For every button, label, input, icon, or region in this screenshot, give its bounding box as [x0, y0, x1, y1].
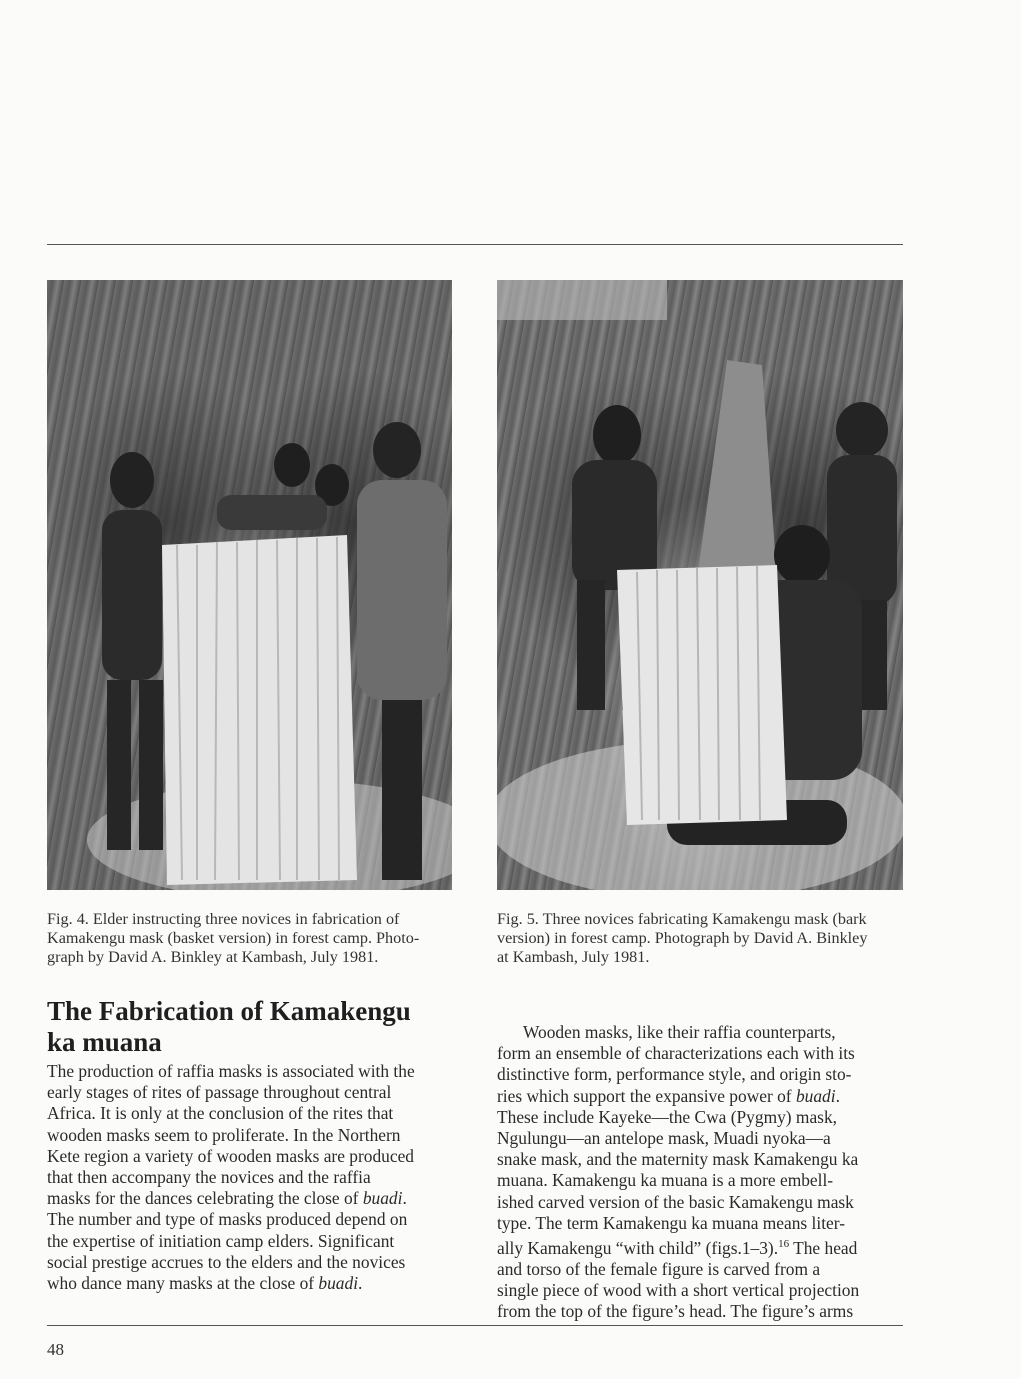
buadi-term: buadi: [362, 1188, 403, 1209]
fig4-caption-line: Fig. 4. Elder instructing three novices in fabrication of: [47, 910, 400, 928]
right-text-line: [497, 1234, 907, 1259]
right-text-line: These include Kayeke—the Cwa (Pygmy) mask,: [497, 1106, 837, 1127]
right-text-line: ished carved version of the basic Kamakengu mask: [497, 1191, 854, 1212]
fig4-photo: [47, 280, 452, 890]
right-text-line: snake mask, and the maternity mask Kamakengu ka: [497, 1149, 859, 1170]
right-column-text: [497, 1022, 907, 1323]
right-text-line: and torso of the female figure is carved from a: [497, 1259, 821, 1280]
section-heading: [47, 996, 457, 1058]
fig5-caption-line: Fig. 5. Three novices fabricating Kamakengu mask (bark: [497, 910, 867, 928]
left-text-line: [47, 1188, 457, 1209]
left-column-text: [47, 1061, 457, 1294]
left-text-line: Africa. It is only at the conclusion of the rites that: [47, 1103, 394, 1124]
right-text-line: [497, 1086, 907, 1107]
left-text-line: The number and type of masks produced depend on: [47, 1209, 408, 1230]
left-text-line: early stages of rites of passage throughout central: [47, 1082, 392, 1103]
right-text-line: Ngulungu—an antelope mask, Muadi nyoka—a: [497, 1128, 831, 1149]
page-number: 48: [47, 1340, 64, 1359]
left-text-line: social prestige accrues to the elders and the novices: [47, 1251, 406, 1272]
section-heading-line: The Fabrication of Kamakengu: [47, 996, 411, 1026]
fig4-photo-graphic: [47, 280, 452, 890]
fig5-photo: [497, 280, 903, 890]
left-text-line: that then accompany the novices and the raffia: [47, 1167, 371, 1188]
fig4-caption-line: Kamakengu mask (basket version) in forest camp. Photo-: [47, 929, 420, 947]
right-text-segment: ally Kamakengu “with child” (figs.1–3).: [497, 1237, 779, 1258]
buadi-term: buadi: [795, 1085, 836, 1106]
right-text-segment: ries which support the expansive power of: [497, 1085, 796, 1106]
left-text-segment: masks for the dances celebrating the close of: [47, 1188, 363, 1209]
fig5-caption-line: at Kambash, July 1981.: [497, 948, 650, 966]
right-text-line: muana. Kamakengu ka muana is a more embell-: [497, 1170, 834, 1191]
fig5-photo-graphic: [497, 280, 903, 890]
punctuation: .: [835, 1085, 840, 1106]
fig5-caption-line: version) in forest camp. Photograph by David A. Binkley: [497, 929, 868, 947]
right-text-line: form an ensemble of characterizations each with its: [497, 1043, 855, 1064]
right-text-line: type. The term Kamakengu ka muana means liter-: [497, 1212, 845, 1233]
right-text-segment: The head: [789, 1237, 858, 1258]
footnote-marker[interactable]: 16: [778, 1238, 790, 1251]
right-text-line: from the top of the figure’s head. The figure’s arms: [497, 1301, 854, 1322]
top-rule: [47, 244, 903, 245]
bottom-rule: [47, 1325, 903, 1326]
buadi-term: buadi: [318, 1273, 359, 1294]
punctuation: .: [402, 1188, 407, 1209]
punctuation: .: [358, 1273, 363, 1294]
fig4-caption: [47, 910, 457, 967]
right-text-line: distinctive form, performance style, and origin sto-: [497, 1064, 852, 1085]
fig5-caption: [497, 910, 907, 967]
right-text-line: single piece of wood with a short vertical projection: [497, 1280, 860, 1301]
left-text-line: [47, 1273, 457, 1294]
left-text-segment: who dance many masks at the close of: [47, 1273, 319, 1294]
right-text-line: Wooden masks, like their raffia counterparts,: [523, 1022, 836, 1042]
left-text-line: wooden masks seem to proliferate. In the Northern: [47, 1124, 401, 1145]
section-heading-line: ka muana: [47, 1027, 162, 1057]
left-text-line: the expertise of initiation camp elders. Significant: [47, 1230, 395, 1251]
left-text-line: The production of raffia masks is associated with the: [47, 1061, 415, 1081]
left-text-line: Kete region a variety of wooden masks are produced: [47, 1145, 414, 1166]
fig4-caption-line: graph by David A. Binkley at Kambash, July 1981.: [47, 948, 379, 966]
